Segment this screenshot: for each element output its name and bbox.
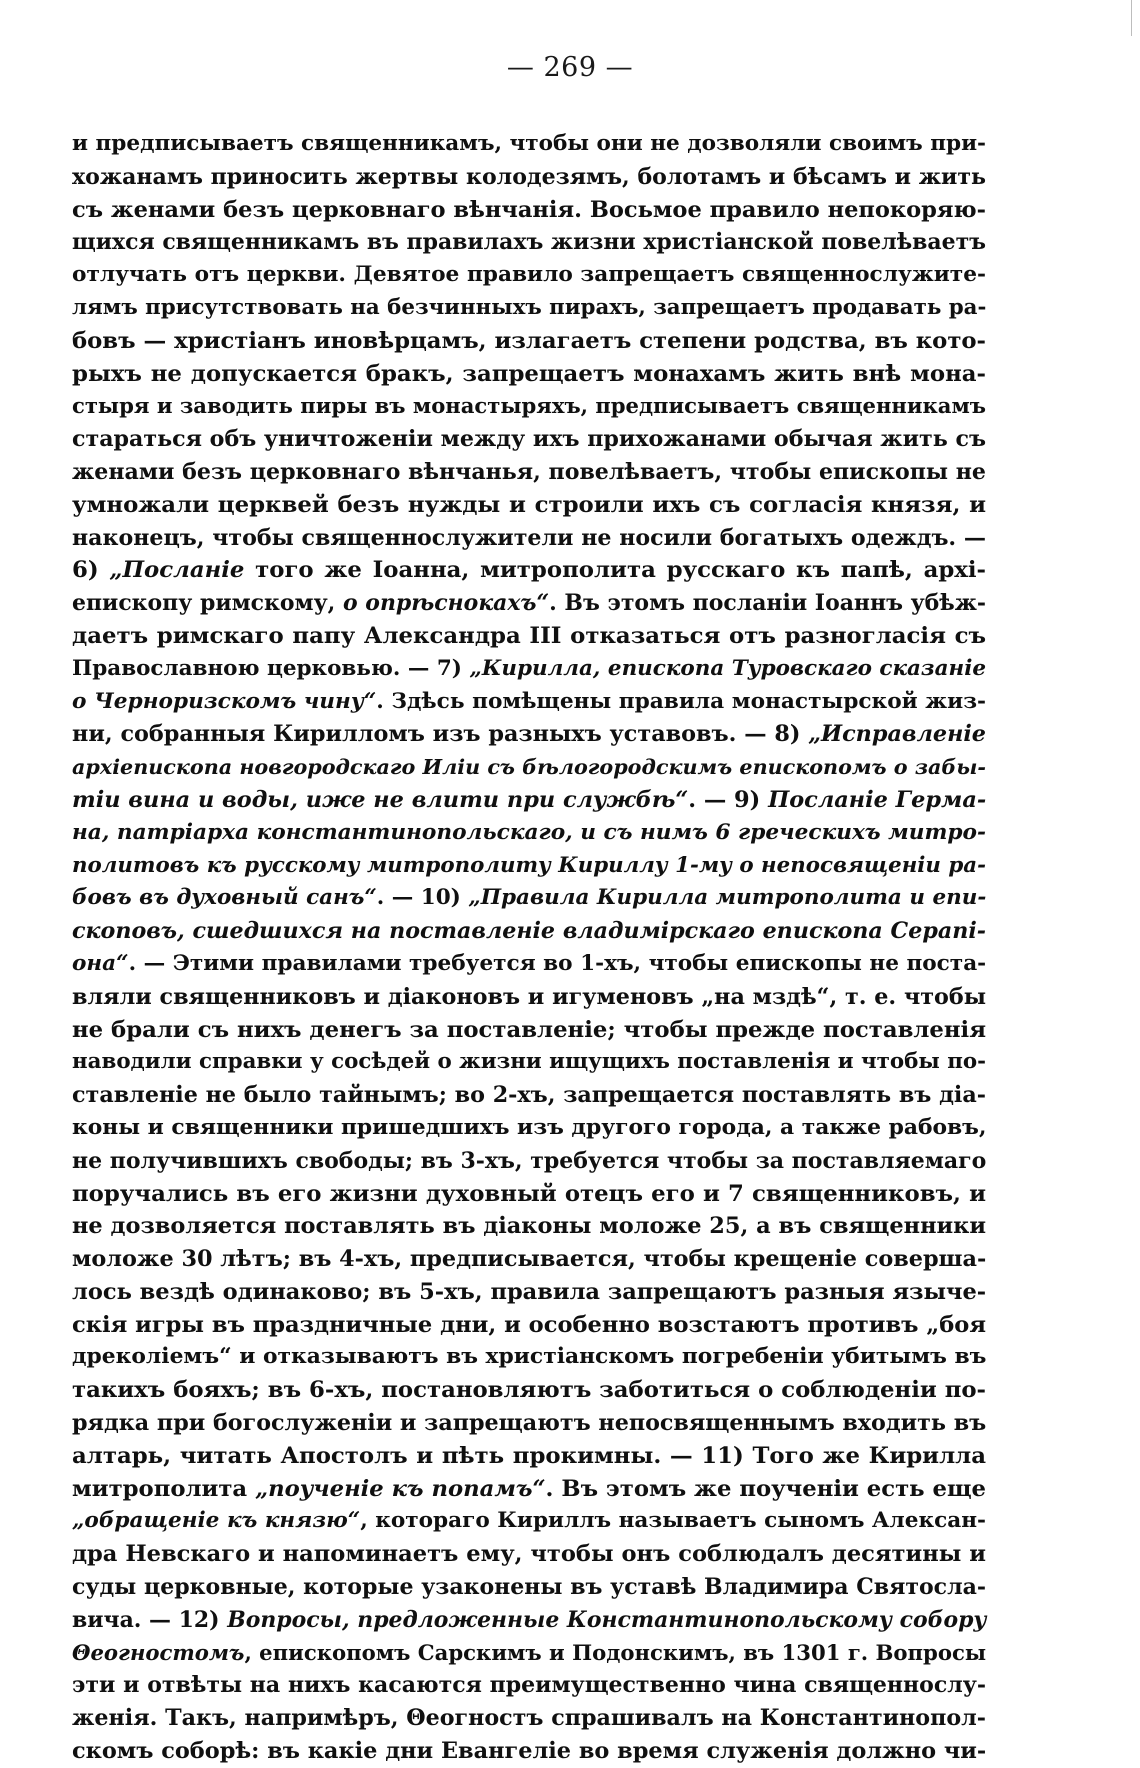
text-run: и предписываетъ священникамъ, чтобы они не дозволяли своимъ при- — [72, 131, 987, 156]
text-run: хожанамъ приносить жертвы колодезямъ, болотамъ и бѣсамъ и жить — [72, 163, 986, 190]
text-run: стыря и заводить пиры въ монастыряхъ, предписываетъ священникамъ — [72, 393, 986, 419]
text-run: . Здѣсь помѣщены правила монастырской жиз- — [376, 688, 986, 714]
text-run: щихся священникамъ въ правилахъ жизни христіанской повелѣваетъ — [72, 229, 986, 256]
italic-text: Θеогностомъ — [72, 1639, 245, 1665]
text-run: . — Этими правилами требуется во 1-хъ, чтобы епископы не поста- — [128, 950, 987, 976]
text-run: не получившихъ свободы; въ 3-хъ, требуется чтобы за поставляемаго — [72, 1147, 987, 1174]
text-run: лямъ присутствовать на безчинныхъ пирахъ, запрещаетъ продавать ра- — [72, 294, 987, 320]
text-run: скія игры въ праздничные дни, и особенно возстаютъ противъ „боя — [72, 1311, 986, 1338]
text-run: , котораго Кириллъ называетъ сыномъ Алексан- — [360, 1508, 986, 1534]
text-run: отлучать отъ церкви. Девятое правило запрещаетъ священнослужите- — [72, 262, 986, 288]
text-line — [72, 1046, 986, 1079]
text-line — [72, 1538, 986, 1571]
text-line — [72, 1341, 986, 1374]
text-run: съ женами безъ церковнаго вѣнчанія. Восьмое правило непокоряю- — [72, 196, 986, 223]
text-run: епископу римскому, — [72, 590, 343, 617]
text-line — [72, 358, 986, 391]
text-run: митрополита — [72, 1475, 256, 1502]
text-line — [72, 882, 986, 915]
text-run: рядка при богослуженіи и запрещаютъ непосвященнымъ входить въ — [72, 1410, 987, 1437]
text-run: . Въ этомъ посланіи Іоаннъ убѣж- — [549, 590, 986, 617]
italic-text: Посланіе Герма- — [768, 786, 987, 813]
text-line — [72, 1210, 986, 1243]
text-run: ни, собранныя Кирилломъ изъ разныхъ уставовъ. — 8) — [72, 721, 809, 748]
page-edge-line — [1131, 0, 1132, 36]
text-line — [72, 194, 986, 227]
text-line — [72, 226, 986, 259]
italic-text: на, патріарха константинопольскаго, и съ нимъ 6 греческихъ митро- — [72, 819, 986, 845]
text-line — [72, 948, 986, 981]
text-line — [72, 1014, 986, 1047]
text-line — [72, 259, 986, 292]
text-run: поручались въ его жизни духовный отецъ его и 7 священниковъ, и — [72, 1180, 986, 1207]
italic-text: о Черноризскомъ чину“ — [72, 688, 377, 714]
italic-text: „Посланіе — [109, 557, 245, 584]
italic-text: архіепископа новгородскаго Иліи съ бѣлогородскимъ епископомъ о забы- — [72, 755, 986, 780]
text-run: эти и отвѣты на нихъ касаются преимущественно чина священнослу- — [72, 1672, 986, 1699]
text-line — [72, 522, 986, 555]
text-line — [72, 1637, 986, 1670]
text-line — [72, 325, 986, 358]
text-run: не дозволяется поставлять въ діаконы моложе 25, а въ священники — [72, 1213, 987, 1240]
text-run: наконецъ, чтобы священнослужители не носили богатыхъ одеждъ. — — [72, 524, 986, 551]
italic-text: „Правила Кирилла митрополита и епи- — [468, 885, 987, 911]
italic-text: о опрѣснокахъ“ — [342, 590, 550, 617]
text-run: бовъ — христіанъ иновѣрцамъ, излагаетъ степени родства, въ кото- — [72, 327, 986, 354]
text-run: , епископомъ Сарскимъ и Подонскимъ, въ 1301 г. Вопросы — [244, 1639, 987, 1665]
text-line — [72, 1440, 986, 1473]
text-line — [72, 1243, 986, 1276]
text-run: ставленіе не было тайнымъ; во 2-хъ, запрещается поставлять въ діа- — [72, 1082, 986, 1109]
italic-text: она“ — [72, 950, 129, 976]
text-line — [72, 751, 986, 784]
text-line — [72, 686, 986, 719]
text-line — [72, 1145, 986, 1178]
text-line — [72, 1505, 986, 1538]
text-run: стараться объ уничтоженіи между ихъ прихожанами обычая жить съ — [72, 426, 986, 453]
text-line — [72, 390, 986, 423]
text-line — [72, 718, 986, 751]
text-line — [72, 1735, 986, 1768]
text-run: лось вездѣ одинаково; въ 5-хъ, правила запрещаютъ разныя языче- — [72, 1278, 987, 1305]
text-line — [72, 423, 986, 456]
text-run: вича. — 12) — [72, 1606, 228, 1633]
text-run: рыхъ не допускается бракъ, запрещаетъ монахамъ жить внѣ мона- — [72, 360, 986, 387]
text-line — [72, 456, 986, 489]
text-run: суды церковные, которые узаконены въ уставѣ Владимира Святосла- — [72, 1574, 986, 1601]
text-run: . — 9) — [688, 786, 769, 813]
italic-text: „Исправленіе — [808, 721, 986, 748]
text-run: моложе 30 лѣтъ; въ 4-хъ, предписывается, чтобы крещеніе соверша- — [72, 1246, 987, 1273]
text-line — [72, 1079, 986, 1112]
text-line — [72, 292, 986, 325]
italic-text: тіи вина и воды, иже не влити при службѣ“ — [72, 786, 689, 813]
text-line — [72, 161, 986, 194]
text-run: наводили справки у сосѣдей о жизни ищущихъ поставленія и чтобы по- — [72, 1049, 986, 1075]
text-run: . Въ этомъ же поученіи есть еще — [545, 1475, 986, 1502]
text-line — [72, 489, 986, 522]
text-line — [72, 981, 986, 1014]
text-line — [72, 1604, 986, 1637]
text-line — [72, 1374, 986, 1407]
text-line — [72, 1702, 986, 1735]
text-run: алтарь, читать Апостолъ и пѣть прокимны. — 11) Того же Кирилла — [72, 1442, 986, 1469]
italic-text: политовъ къ русскому митрополиту Кириллу 1-му о непосвященіи ра- — [72, 852, 986, 878]
italic-text: „обращеніе къ князю“ — [72, 1508, 361, 1534]
text-line — [72, 554, 986, 587]
text-line — [72, 587, 986, 620]
italic-text: „поученіе къ попамъ“ — [255, 1475, 546, 1502]
text-line — [72, 784, 986, 817]
text-run: скомъ соборѣ: въ какіе дни Евангеліе во время служенія должно чи- — [72, 1738, 987, 1765]
text-run: такихъ бояхъ; въ 6-хъ, постановляютъ заботиться о соблюденіи по- — [72, 1377, 986, 1404]
text-line — [72, 128, 986, 161]
text-line — [72, 653, 986, 686]
text-run: Православною церковью. — 7) — [72, 655, 470, 681]
text-run: даетъ римскаго папу Александра III отказаться отъ разногласія съ — [72, 622, 986, 649]
text-line — [72, 817, 986, 850]
text-run: умножали церквей безъ нужды и строили ихъ съ согласія князя, и — [72, 491, 986, 518]
italic-text: „Кирилла, епископа Туровскаго сказаніе — [469, 655, 987, 681]
text-run: не брали съ нихъ денегъ за поставленіе; чтобы прежде поставленія — [72, 1016, 986, 1043]
text-line — [72, 915, 986, 948]
text-run: коны и священники пришедшихъ изъ другого города, а также рабовъ, — [72, 1114, 987, 1140]
text-line — [72, 1112, 986, 1145]
text-line — [72, 1407, 986, 1440]
italic-text: Вопросы, предложенные Константинопольскому собору — [227, 1606, 987, 1633]
text-run: женами безъ церковнаго вѣнчанья, повелѣваетъ, чтобы епископы не — [72, 458, 986, 485]
italic-text: скоповъ, сшедшихся на поставленіе владимірскаго епископа Серапі- — [72, 918, 986, 945]
text-line — [72, 1178, 986, 1211]
text-run: . — 10) — [376, 885, 469, 911]
text-run: вляли священниковъ и діаконовъ и игуменовъ „на мздѣ“, т. е. чтобы — [72, 983, 986, 1010]
text-line — [72, 1276, 986, 1309]
text-line — [72, 850, 986, 883]
text-run: того же Іоанна, митрополита русскаго къ папѣ, архі- — [244, 557, 986, 584]
text-run: женія. Такъ, напримѣръ, Θеогностъ спрашивалъ на Константинопол- — [72, 1705, 986, 1732]
body-text — [72, 128, 986, 1768]
text-line — [72, 1473, 986, 1506]
italic-text: бовъ въ духовный санъ“ — [72, 885, 377, 911]
text-line — [72, 1571, 986, 1604]
page-number: — 269 — — [506, 52, 634, 83]
text-line — [72, 620, 986, 653]
text-run: дреколіемъ“ и отказываютъ въ христіанскомъ погребеніи убитымъ въ — [72, 1344, 987, 1370]
text-run: дра Невскаго и напоминаетъ ему, чтобы онъ соблюдалъ десятины и — [72, 1541, 986, 1568]
text-run: 6) — [72, 557, 110, 584]
text-line — [72, 1309, 986, 1342]
text-line — [72, 1669, 986, 1702]
